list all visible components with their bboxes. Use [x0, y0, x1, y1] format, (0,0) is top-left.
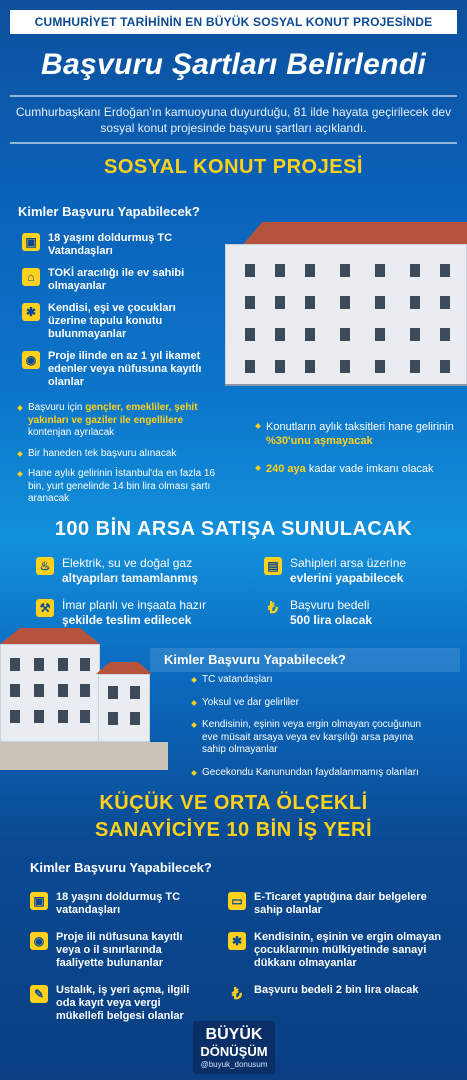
list-item [30, 931, 210, 970]
list-item [30, 891, 210, 917]
sosyal-bullets-left [18, 402, 228, 514]
list-item [228, 891, 454, 917]
item-text: E-Ticaret yaptığına dair belgelere sahip olanlar [254, 891, 427, 916]
item-text: 18 yaşını doldurmuş TC Vatandaşları [48, 232, 173, 257]
bricks-icon: ▤ [264, 557, 282, 575]
feature-item: ♨ Elektrik, su ve doğal gaz altyapıları tamamlanmış [36, 556, 246, 586]
list-item: TC vatandaşları [192, 674, 436, 687]
certificate-icon: ✎ [30, 985, 48, 1003]
sosyal-eligibility-list [22, 232, 208, 389]
arsa-who-header [150, 648, 460, 672]
divider [10, 95, 457, 97]
sanayi-eligibility-left [30, 891, 210, 1023]
list-item [30, 984, 210, 1023]
arsa-eligibility-list [192, 674, 436, 787]
list-item [228, 931, 454, 970]
list-item [22, 267, 208, 293]
list-item: Kendisinin, eşinin veya ergin olmayan çocuğunun eve müsait arsaya veya ev karşılığı arsa payına sahip olmayanlar [192, 719, 436, 757]
residential-buildings-image [0, 622, 168, 770]
list-item: Gecekondu Kanunundan faydalanmamış olanları [192, 767, 436, 780]
person-card-icon: ▣ [30, 892, 48, 910]
kicker-banner: CUMHURİYET TARİHİNİN EN BÜYÜK SOSYAL KONUT PROJESİNDE [10, 10, 457, 34]
sanayi-eligibility-right [228, 891, 454, 1003]
list-item [228, 984, 454, 1003]
who-can-apply-title: Kimler Başvuru Yapabilecek? [30, 860, 212, 875]
apartment-building-image [215, 214, 467, 386]
family-icon: ✱ [228, 932, 246, 950]
lira-icon: ₺ [267, 600, 279, 617]
list-item [22, 232, 208, 258]
feature-item: ₺ Başvuru bedeli 500 lira olacak [264, 598, 454, 628]
list-item: 240 aya kadar vade imkanı olacak [256, 462, 456, 476]
item-text: Proje ilinde en az 1 yıl ikamet edenler veya nüfusuna kayıtlı olanlar [48, 350, 202, 388]
who-can-apply-title: Kimler Başvuru Yapabilecek? [164, 652, 346, 667]
feature-item: ⚒ İmar planlı ve inşaata hazır şekilde teslim edilecek [36, 598, 246, 628]
laptop-icon: ▭ [228, 892, 246, 910]
list-item: Konutların aylık taksitleri hane gelirinin %30'unu aşmayacak [256, 420, 456, 448]
divider [10, 142, 457, 144]
crane-icon: ⚒ [36, 599, 54, 617]
list-item: Bir haneden tek başvuru alınacak [18, 448, 228, 461]
faucet-icon: ♨ [36, 557, 54, 575]
who-can-apply-title: Kimler Başvuru Yapabilecek? [18, 204, 200, 219]
item-text: TOKİ aracılığı ile ev sahibi olmayanlar [48, 267, 185, 292]
feature-item: ▤ Sahipleri arsa üzerine evlerini yapabilecek [264, 556, 454, 586]
person-card-icon: ▣ [22, 233, 40, 251]
list-item: Başvuru için gençler, emekliler, şehit yakınları ve gaziler ile engellilere kontenjan ayrılacak [18, 402, 228, 440]
list-item [22, 350, 208, 389]
section-title-sanayi: KÜÇÜK VE ORTA ÖLÇEKLİ SANAYİCİYE 10 BİN İŞ YERİ [94, 792, 373, 841]
list-item: Hane aylık gelirinin İstanbul'da en fazla 16 bin, yurt genelinde 14 bin lira olması şartı aranacak [18, 468, 228, 506]
location-pin-icon: ◉ [30, 932, 48, 950]
list-item [22, 302, 208, 341]
intro-text: Cumhurbaşkanı Erdoğan'ın kamuoyuna duyurduğu, 81 ilde hayata geçirilecek dev sosyal konut projesinde başvuru şartları açıklandı. [15, 105, 452, 135]
section-title-arsa: 100 BİN ARSA SATIŞA SUNULACAK [54, 518, 413, 540]
page-title: Başvuru Şartları Belirlendi [41, 48, 426, 81]
family-icon: ✱ [22, 303, 40, 321]
item-text: Ustalık, iş yeri açma, ilgili oda kayıt veya vergi mükellefi belgesi olanlar [56, 984, 190, 1022]
item-text: Başvuru bedeli 2 bin lira olacak [254, 984, 419, 996]
section-title-sosyal-konut: SOSYAL KONUT PROJESİ [104, 156, 363, 178]
item-text: 18 yaşını doldurmuş TC vatandaşları [56, 891, 181, 916]
house-icon: ⌂ [22, 268, 40, 286]
brand-logo: BÜYÜK DÖNÜŞÜM @buyuk_donusum [193, 1021, 275, 1074]
item-text: Kendisi, eşi ve çocukları üzerine tapulu konutu bulunmayanlar [48, 302, 176, 340]
sosyal-bullets-right [256, 420, 456, 484]
lira-icon: ₺ [231, 986, 243, 1003]
item-text: Kendisinin, eşinin ve ergin olmayan çocuklarının mülkiyetinde sanayi dükkanı olmayanlar [254, 931, 442, 969]
item-text: Proje ili nüfusuna kayıtlı veya o il sınırlarında faaliyette bulunanlar [56, 931, 183, 969]
list-item: Yoksul ve dar gelirliler [192, 697, 436, 710]
location-pin-icon: ◉ [22, 351, 40, 369]
